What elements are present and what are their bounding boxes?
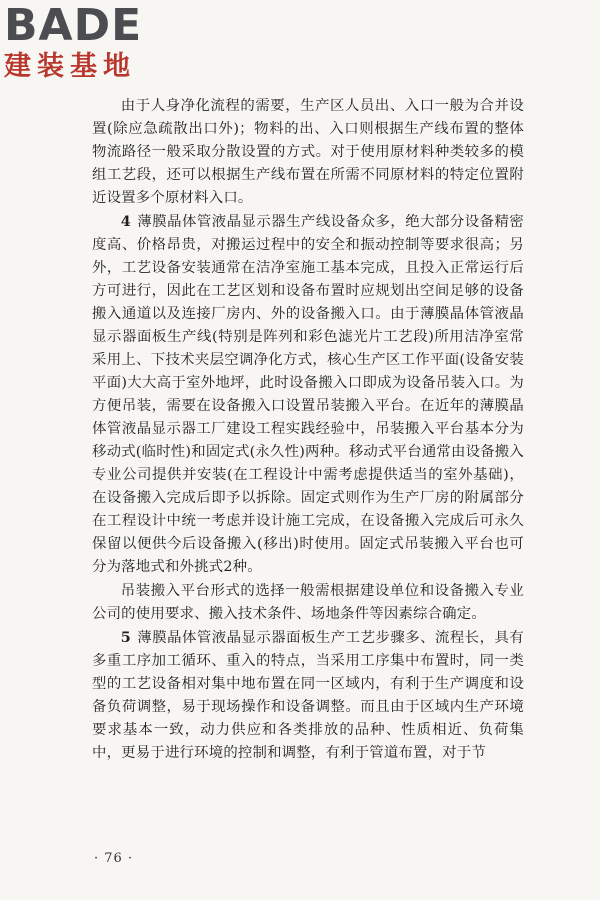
paragraph-number: 4 — [120, 213, 132, 230]
page-number: · 76 · — [94, 851, 134, 866]
logo-subtitle: 建装基地 — [4, 51, 136, 82]
body-text — [92, 94, 524, 765]
paragraph-2 — [92, 210, 524, 579]
logo-brand: BADE — [4, 0, 143, 51]
paragraph-4 — [92, 626, 524, 765]
paragraph-3 — [92, 579, 524, 626]
paragraph-text: 吊装搬入平台形式的选择一般需根据建设单位和设备搬入专业公司的使用要求、搬入技术条件、场地条件等因素综合确定。 — [92, 583, 524, 622]
paragraph-1 — [92, 94, 524, 210]
paragraph-number: 5 — [120, 629, 132, 646]
paragraph-text: 由于人身净化流程的需要，生产区人员出、入口一般为合并设置(除应急疏散出口外)；物料的出、入口则根据生产线布置的整体物流路径一般采取分散设置的方式。对于使用原材料种类较多的模组工艺段，还可以根据生产线布置在所需不同原材料的特定位置附近设置多个原材料入口。 — [92, 98, 524, 206]
paragraph-text: 薄膜晶体管液晶显示器生产线设备众多，绝大部分设备精密度高、价格昂贵，对搬运过程中的安全和振动控制等要求很高；另外，工艺设备安装通常在洁净室施工基本完成，且投入正常运行后方可进行，因此在工艺区划和设备布置时应规划出空间足够的设备搬入通道以及连接厂房内、外的设备搬入口。由于薄膜晶体管液晶显示器面板生产线(特别是阵列和彩色滤光片工艺段)所用洁净室常采用上、下技术夹层空调净化方式，核心生产区工作平面(设备安装平面)大大高于室外地坪，此时设备搬入口即成为设备吊装入口。为方便吊装，需要在设备搬入口设置吊装搬入平台。在近年的薄膜晶体管液晶显示器工厂建设工程实践经验中，吊装搬入平台基本分为移动式(临时性)和固定式(永久性)两种。移动式平台通常由设备搬入专业公司提供并安装(在工程设计中需考虑提供适当的室外基础)，在设备搬入完成后即予以拆除。固定式则作为生产厂房的附属部分在工程设计中统一考虑并设计施工完成，在设备搬入完成后可永久保留以便供今后设备搬入(移出)时使用。固定式吊装搬入平台也可分为落地式和外挑式2种。 — [92, 214, 524, 575]
logo — [4, 0, 179, 82]
paragraph-text: 薄膜晶体管液晶显示器面板生产工艺步骤多、流程长，具有多重工序加工循环、重入的特点，当采用工序集中布置时，同一类型的工艺设备相对集中地布置在同一区域内，有利于生产调度和设备负荷调整，易于现场操作和设备调整。而且由于区域内生产环境要求基本一致，动力供应和各类排放的品种、性质相近、负荷集中，更易于进行环境的控制和调整，有利于管道布置，对于节 — [92, 630, 524, 761]
